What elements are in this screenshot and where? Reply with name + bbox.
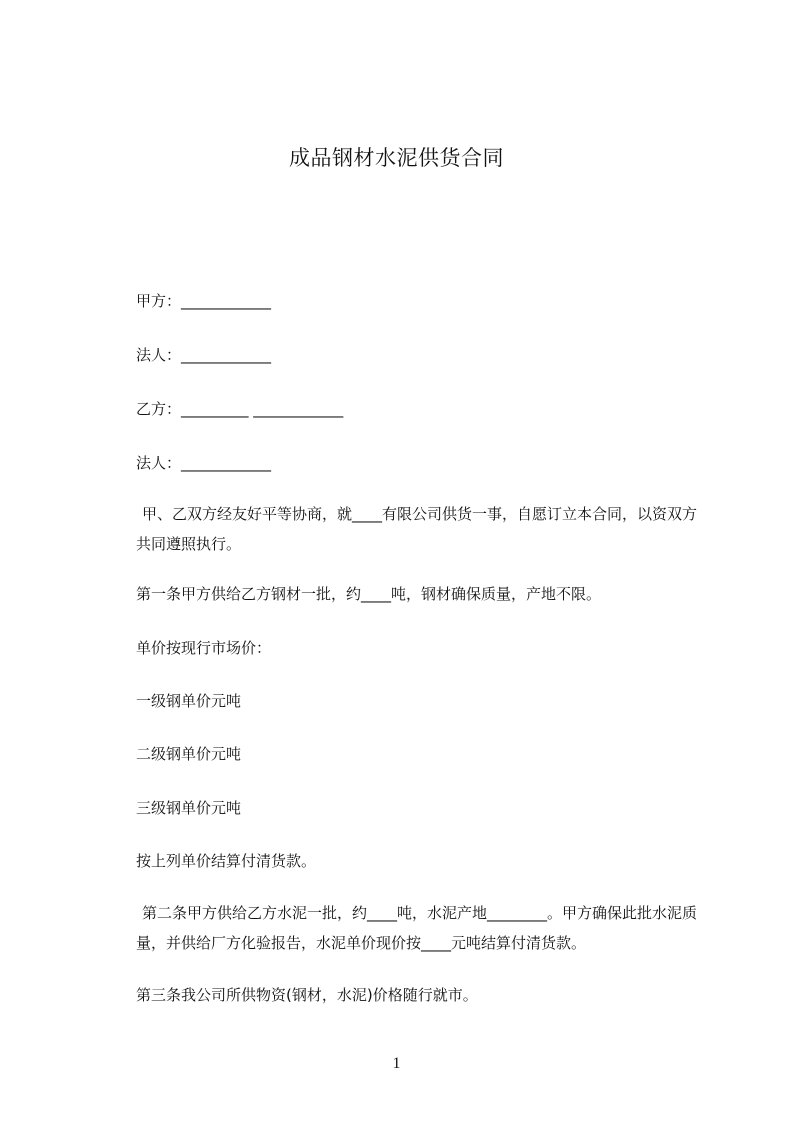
party-b-representative-line: 法人：____________ (136, 454, 272, 472)
page-number: 1 (392, 1055, 401, 1072)
document-title: 成品钢材水泥供货合同 (289, 146, 504, 170)
article-1-paragraph: 第一条甲方供给乙方钢材一批，约____吨，钢材确保质量，产地不限。 (136, 585, 602, 603)
article-3-paragraph: 第三条我公司所供物资(钢材，水泥)价格随行就市。 (136, 986, 478, 1004)
settlement-line: 按上列单价结算付清货款。 (136, 852, 317, 870)
party-a-representative-line: 法人：____________ (136, 346, 272, 364)
article-2-paragraph: 第二条甲方供给乙方水泥一批，约____吨，水泥产地________。甲方确保此批水泥质量，并供给厂方化验报告，水泥单价现价按____元吨结算付清货款。 (136, 904, 698, 952)
grade-3-price-line: 三级钢单价元吨 (136, 799, 242, 817)
intro-paragraph: 甲、乙双方经友好平等协商，就____有限公司供货一事，自愿订立本合同，以资双方共同遵照执行。 (136, 505, 698, 553)
party-a-line: 甲方：____________ (136, 292, 272, 310)
party-b-line: 乙方：_________ ____________ (136, 400, 344, 418)
price-basis-line: 单价按现行市场价： (136, 639, 272, 657)
grade-2-price-line: 二级钢单价元吨 (136, 745, 242, 763)
grade-1-price-line: 一级钢单价元吨 (136, 692, 242, 710)
